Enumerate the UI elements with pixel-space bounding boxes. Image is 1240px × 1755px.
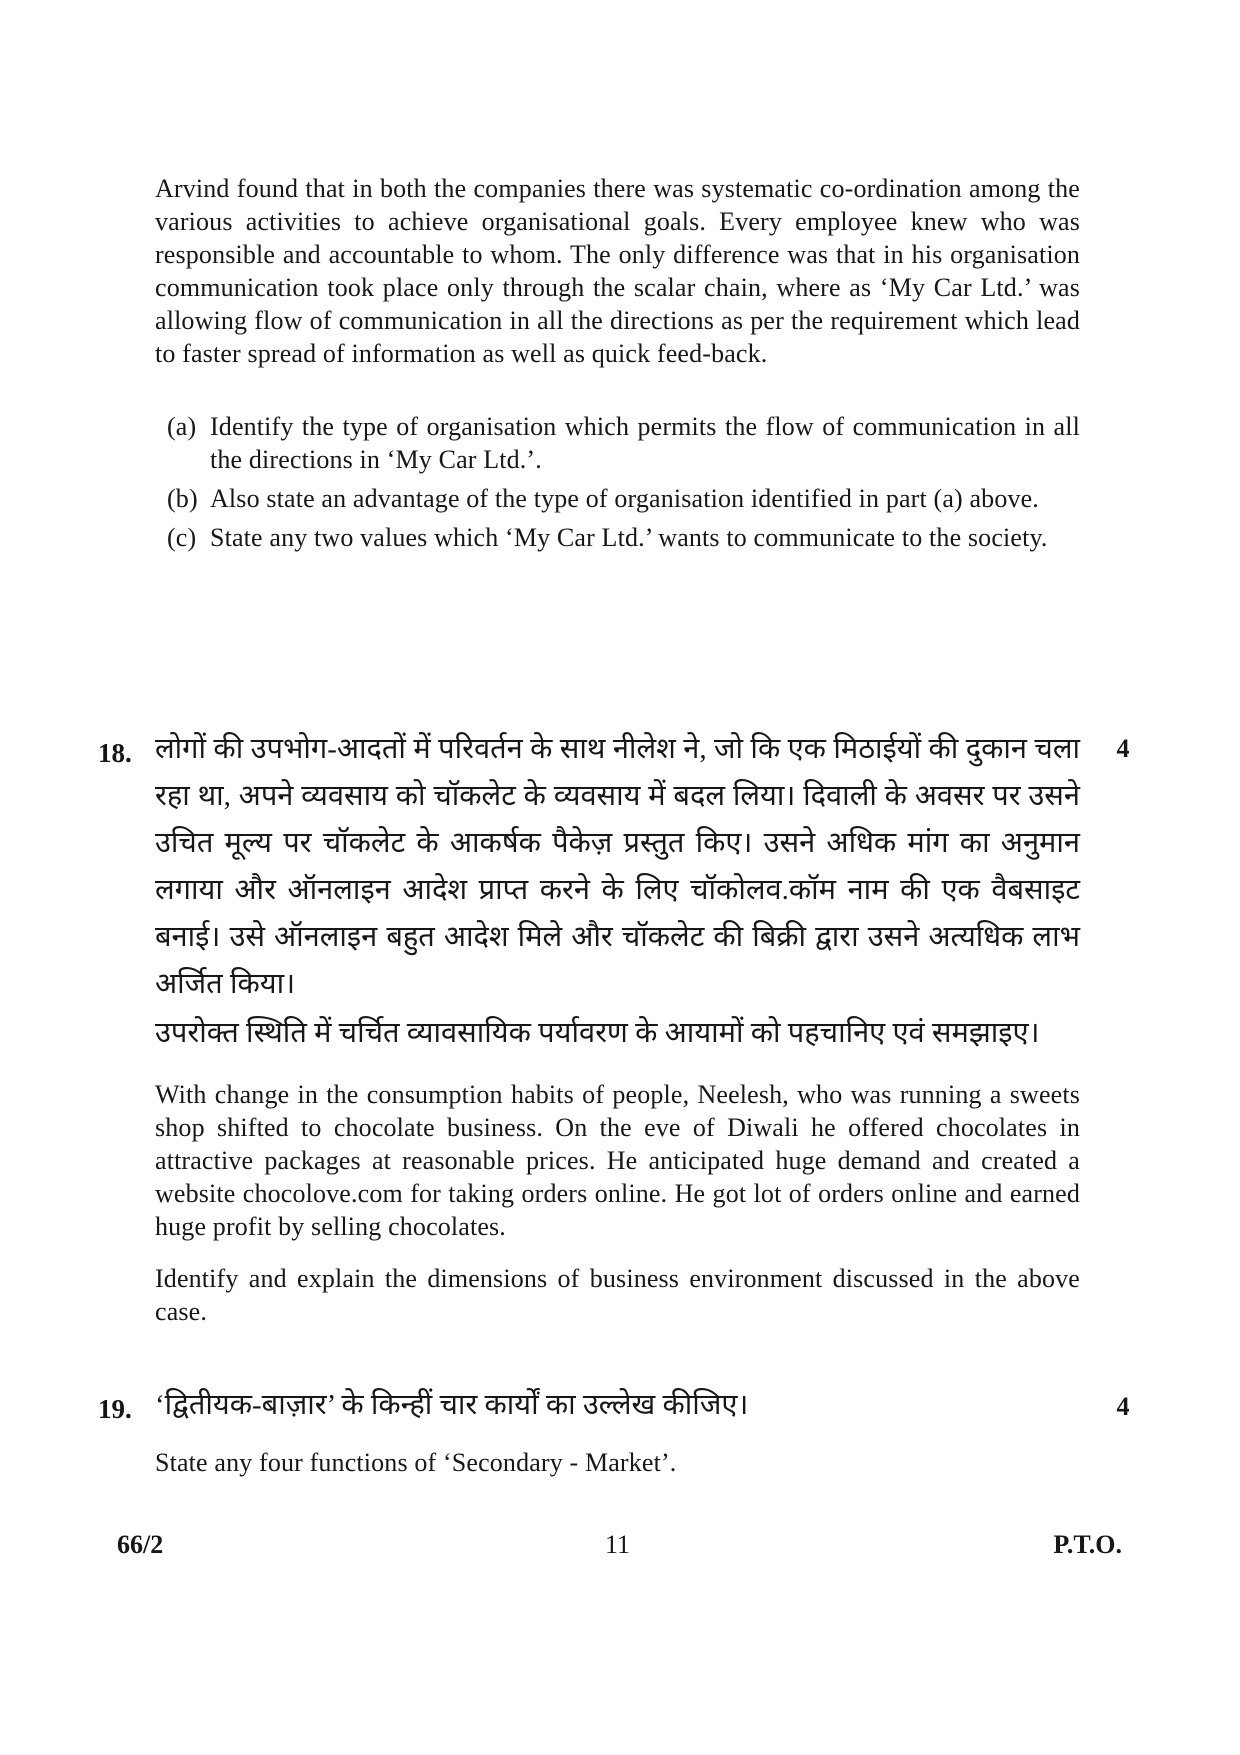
sub-question-a-text: Identify the type of organisation which permits the flow of communication in all the directions in ‘My Car Ltd.’. (210, 412, 1080, 474)
question-18-number: 18. (98, 738, 132, 768)
sub-question-c (155, 521, 1080, 554)
question-18-english-instruction: Identify and explain the dimensions of business environment discussed in the above case. (155, 1264, 1080, 1326)
footer-paper-code: 66/2 (117, 1530, 164, 1559)
intro-paragraph: Arvind found that in both the companies there was systematic co-ordination among the various activities to achieve organisational goals. Every employee knew who was responsible and accountable to whom. The only difference was that in his organisation communication took place only through the scalar chain, where as ‘My Car Ltd.’ was allowing flow of communication in all the directions as per the requirement which lead to faster spread of information as well as quick feed-back. (155, 174, 1080, 368)
sub-question-b-label: (b) (167, 484, 198, 513)
question-18-marks: 4 (1116, 734, 1130, 763)
question-19-english-text: State any four functions of ‘Secondary - Market’. (155, 1448, 677, 1477)
question-19-number: 19. (98, 1394, 132, 1424)
sub-question-a (155, 410, 1080, 476)
sub-question-b (155, 482, 1080, 515)
footer-page-number: 11 (604, 1530, 631, 1559)
question-18-hindi-instruction: उपरोक्त स्थिति में चर्चित व्यावसायिक पर्यावरण के आयामों को पहचानिए एवं समझाइए। (155, 1017, 1040, 1049)
sub-question-b-text: Also state an advantage of the type of organisation identified in part (a) above. (210, 484, 1039, 513)
question-19-marks: 4 (1116, 1392, 1130, 1421)
sub-question-c-label: (c) (167, 523, 197, 552)
question-19-hindi-text: ‘द्वितीयक-बाज़ार’ के किन्हीं चार कार्यों का उल्लेख कीजिए। (155, 1389, 749, 1421)
sub-question-list (155, 410, 1080, 560)
question-18-hindi-paragraph: लोगों की उपभोग-आदतों में परिवर्तन के साथ नीलेश ने, जो कि एक मिठाईयों की दुकान चला रहा था, अपने व्यवसाय को चॉकलेट के व्यवसाय में बदल लिया। दिवाली के अवसर पर उसने उचित मूल्य पर चॉकलेट के आकर्षक पैकेज़ प्रस्तुत किए। उसने अधिक मांग का अनुमान लगाया और ऑनलाइन आदेश प्राप्त करने के लिए चॉकोलव.कॉम नाम की एक वैबसाइट बनाई। उसे ऑनलाइन बहुत आदेश मिले और चॉकलेट की बिक्री द्वारा उसने अत्यधिक लाभ अर्जित किया। (155, 733, 1080, 1000)
sub-question-c-text: State any two values which ‘My Car Ltd.’ wants to communicate to the society. (210, 523, 1048, 552)
sub-question-a-label: (a) (167, 412, 197, 441)
question-18-english-paragraph: With change in the consumption habits of people, Neelesh, who was running a sweets shop shifted to chocolate business. On the eve of Diwali he offered chocolates in attractive packages at reasonable prices. He anticipated huge demand and created a website chocolove.com for taking orders online. He got lot of orders online and earned huge profit by selling chocolates. (155, 1080, 1080, 1241)
footer-pto-label: P.T.O. (1053, 1530, 1122, 1559)
